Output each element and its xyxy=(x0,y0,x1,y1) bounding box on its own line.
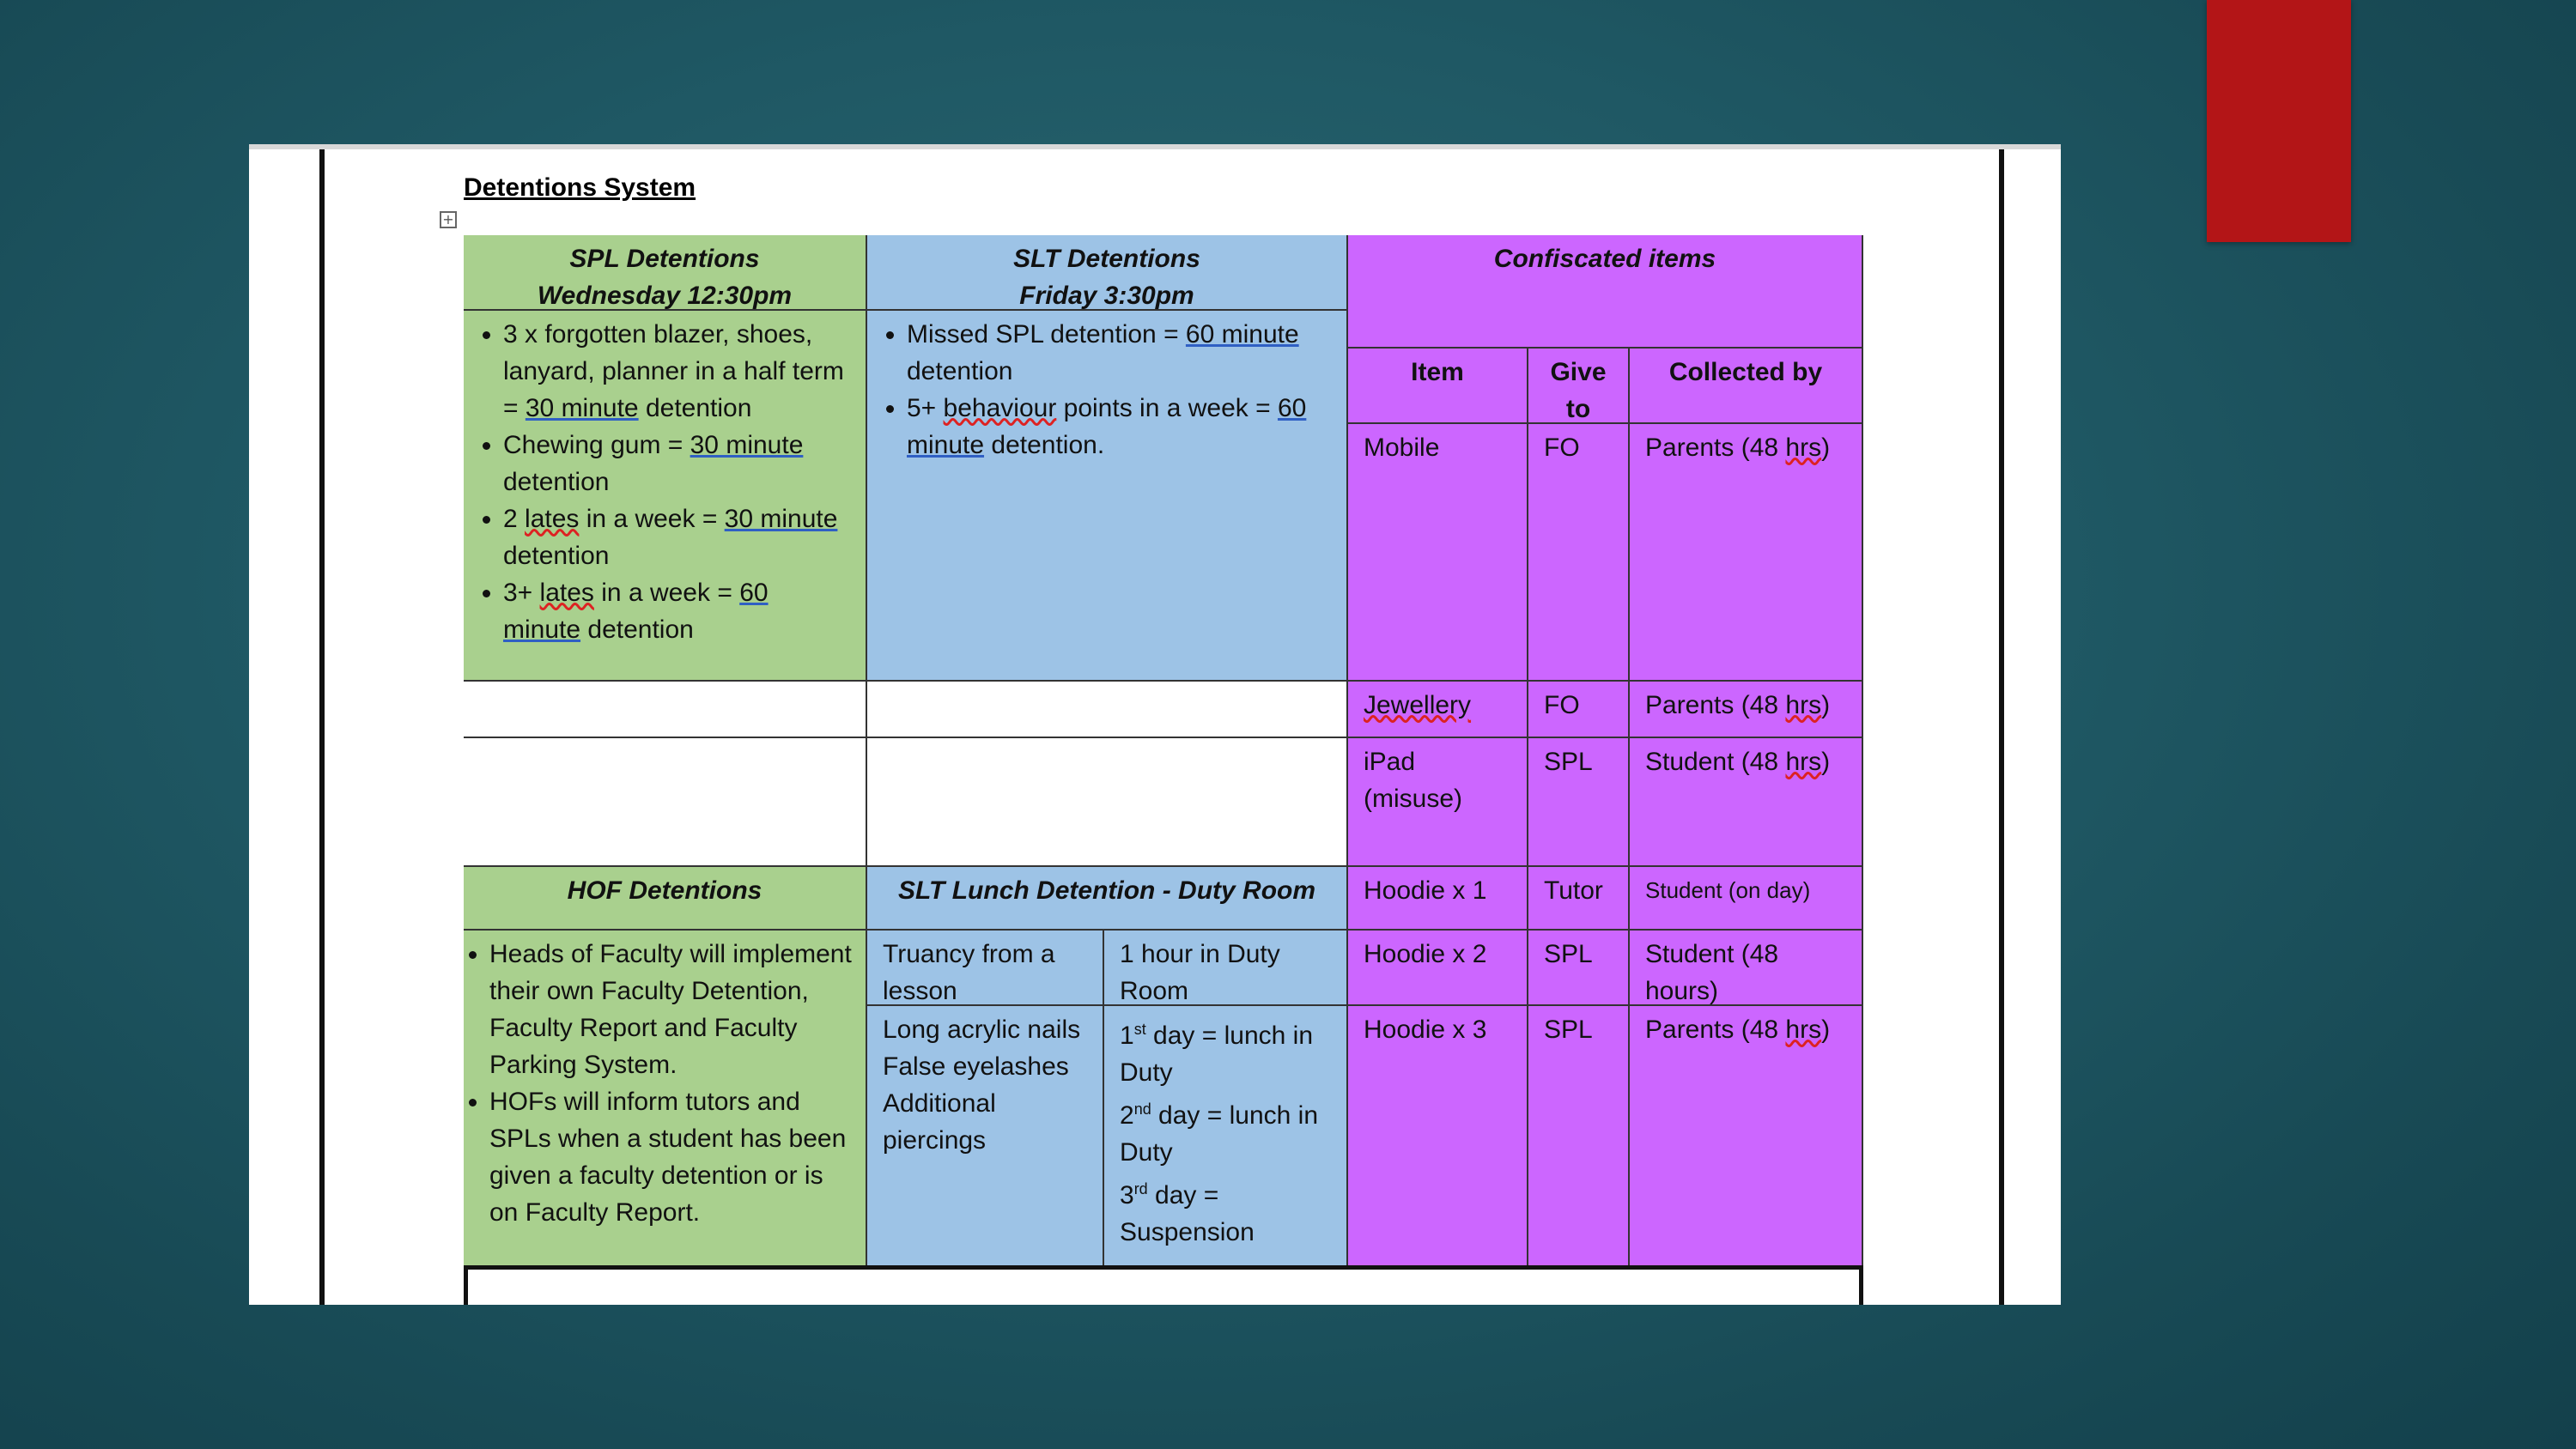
collected-by-cell: Parents (48 hrs) xyxy=(1630,424,1863,682)
list-item: • Chewing gum = 30 minute detention xyxy=(503,427,850,500)
col-give-to-header: Give to xyxy=(1528,349,1630,424)
next-table-edge xyxy=(464,1265,1863,1305)
item-cell: Mobile xyxy=(1348,424,1528,682)
spl-header: SPL Detentions Wednesday 12:30pm xyxy=(464,235,867,311)
lunch-sanction-cell: 1st day = lunch in Duty 2nd day = lunch in Duty 3rd day = Suspension xyxy=(1104,1006,1348,1267)
give-to-cell: SPL xyxy=(1528,738,1630,867)
list-item: • 5+ behaviour points in a week = 60 minute detention. xyxy=(907,390,1331,464)
table-move-handle-icon[interactable]: + xyxy=(440,211,457,228)
empty-cell xyxy=(867,682,1348,738)
slt-lunch-header: SLT Lunch Detention - Duty Room xyxy=(867,867,1348,931)
give-to-cell: FO xyxy=(1528,682,1630,738)
slt-header: SLT Detentions Friday 3:30pm xyxy=(867,235,1348,311)
item-cell: Hoodie x 3 xyxy=(1348,1006,1528,1267)
empty-cell xyxy=(464,682,867,738)
give-to-cell: FO xyxy=(1528,424,1630,682)
collected-by-cell: Parents (48 hrs) xyxy=(1630,1006,1863,1267)
list-item: • 3+ lates in a week = 60 minute detention xyxy=(503,574,850,648)
item-cell: Jewellery xyxy=(1348,682,1528,738)
confiscated-header: Confiscated items xyxy=(1348,235,1863,349)
give-to-cell: Tutor xyxy=(1528,867,1630,931)
list-item: • 3 x forgotten blazer, shoes, lanyard, planner in a half term = 30 minute detention xyxy=(503,316,850,427)
item-cell: Hoodie x 2 xyxy=(1348,931,1528,1006)
page-right-border xyxy=(1999,149,2004,1305)
col-item-header: Item xyxy=(1348,349,1528,424)
list-item: • 2 lates in a week = 30 minute detention xyxy=(503,500,850,574)
page-top-edge xyxy=(249,144,2061,149)
collected-by-cell: Parents (48 hrs) xyxy=(1630,682,1863,738)
document-title: Detentions System xyxy=(464,173,696,202)
empty-cell xyxy=(867,738,1348,867)
empty-cell xyxy=(464,738,867,867)
list-item: • HOFs will inform tutors and SPLs when a student has been given a faculty detention or is on Faculty Report. xyxy=(489,1083,857,1231)
give-to-cell: SPL xyxy=(1528,1006,1630,1267)
document-page xyxy=(249,144,2061,1305)
page-left-border xyxy=(319,149,325,1305)
collected-by-cell: Student (48 hrs) xyxy=(1630,738,1863,867)
item-cell: iPad (misuse) xyxy=(1348,738,1528,867)
item-cell: Hoodie x 1 xyxy=(1348,867,1528,931)
collected-by-cell: Student (on day) xyxy=(1630,867,1863,931)
lunch-offence-cell: Truancy from a lesson xyxy=(867,931,1104,1006)
lunch-sanction-cell: 1 hour in Duty Room xyxy=(1104,931,1348,1006)
hof-rules xyxy=(464,931,867,1267)
give-to-cell: SPL xyxy=(1528,931,1630,1006)
collected-by-cell: Student (48 hours) xyxy=(1630,931,1863,1006)
slt-rules xyxy=(867,311,1348,682)
list-item: • Heads of Faculty will implement their own Faculty Detention, Faculty Report and Faculty Parking System. xyxy=(489,936,857,1083)
list-item: • Missed SPL detention = 60 minute detention xyxy=(907,316,1331,390)
lunch-offence-cell: Long acrylic nails False eyelashes Additional piercings xyxy=(867,1006,1104,1267)
hof-header: HOF Detentions xyxy=(464,867,867,931)
red-accent-tab xyxy=(2207,0,2351,242)
col-collected-by-header: Collected by xyxy=(1630,349,1863,424)
spl-rules xyxy=(464,311,867,682)
